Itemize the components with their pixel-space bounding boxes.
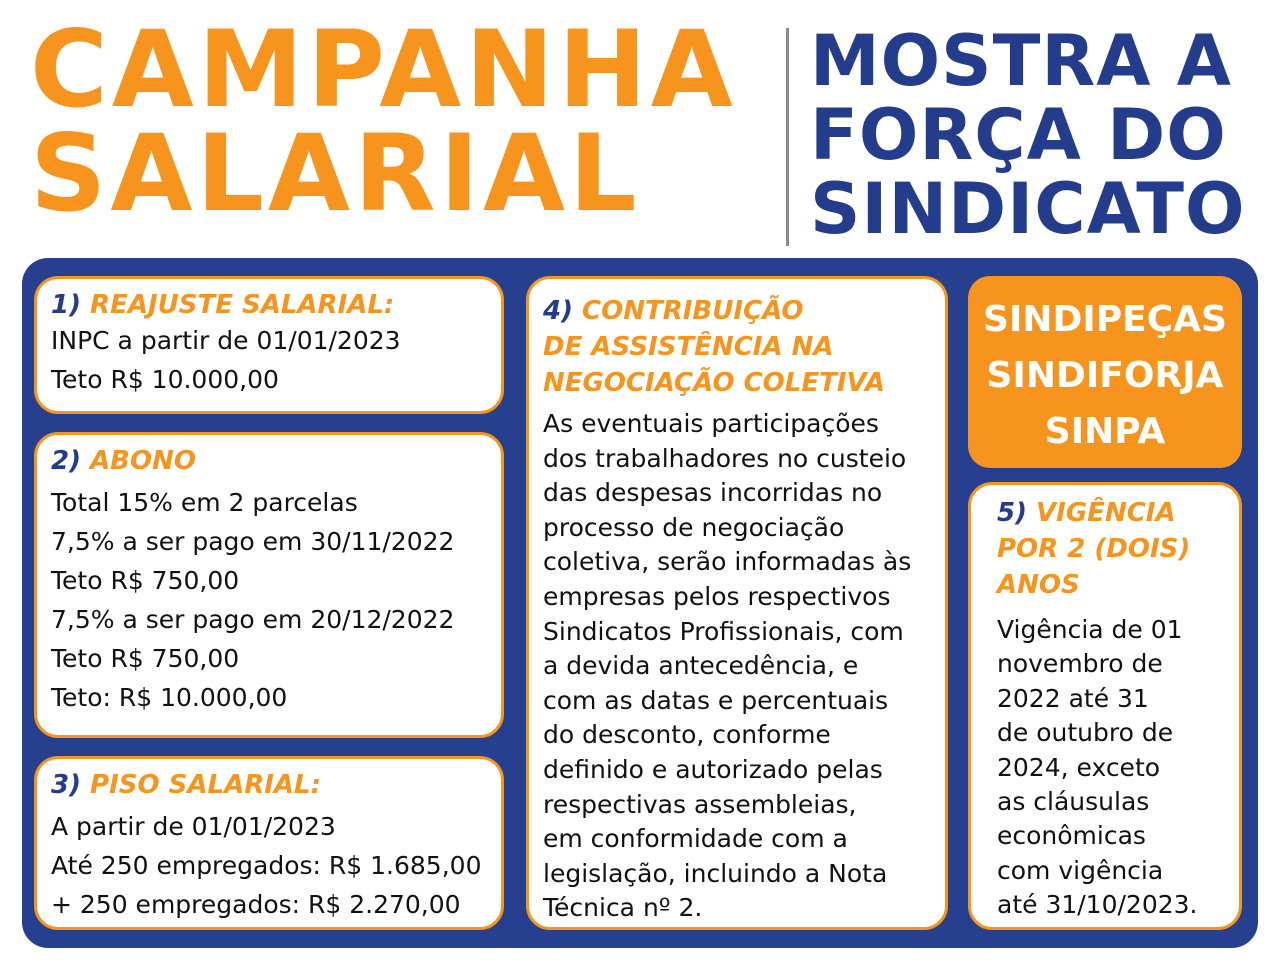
headline-line: MOSTRA A [810,20,1232,102]
card-title-text: REAJUSTE SALARIAL: [90,290,395,320]
card-line: com as datas e percentuais [543,685,889,715]
headline-campanha-salarial [30,8,780,235]
card-line: INPC a partir de 01/01/2023 [51,326,401,355]
card-vigencia [968,482,1242,930]
headline-line: FORÇA DO [810,94,1227,176]
card-line: 7,5% a ser pago em 20/12/2022 [51,605,455,634]
card-line: Sindicatos Profissionais, com [543,616,904,646]
card-title [51,289,487,321]
card-line: A partir de 01/01/2023 [51,812,336,841]
card-line: Teto R$ 750,00 [51,566,240,595]
card-line: respectivas assembleias, [543,789,857,819]
card-number: 2) [51,446,81,476]
card-line: 7,5% a ser pago em 30/11/2022 [51,527,455,556]
card-title-line: VIGÊNCIA [1036,498,1176,528]
card-title [51,769,487,801]
card-body [51,321,487,399]
card-piso-salarial [34,756,504,930]
card-line: processo de negociação [543,512,845,542]
card-line: econômicas [997,821,1146,851]
headline-line: SINDICATO [810,168,1246,250]
union-name: SINDIPEÇAS [983,299,1227,340]
card-line: até 31/10/2023. [997,890,1198,920]
card-reajuste-salarial [34,276,504,414]
card-body [51,807,487,924]
card-title [51,445,487,477]
card-line: 2024, exceto [997,752,1161,782]
card-line: As eventuais participações [543,409,879,438]
card-line: definido e autorizado pelas [543,754,883,784]
card-line: com vigência [997,855,1164,885]
card-line: das despesas incorridas no [543,478,883,508]
card-line: 2022 até 31 [997,683,1149,713]
union-name: SINDIFORJA [986,355,1224,396]
card-line: Vigência de 01 [997,615,1183,644]
card-line: Até 250 empregados: R$ 1.685,00 [51,851,482,880]
union-names-box [968,276,1242,468]
headline-line: SALARIAL [30,112,641,235]
card-line: Teto: R$ 10.000,00 [51,683,288,712]
card-line: + 250 empregados: R$ 2.270,00 [51,890,461,919]
card-number: 5) [997,498,1027,528]
card-title-line: DE ASSISTÊNCIA NA [543,332,834,362]
card-contribuicao-assistencia [526,276,948,930]
card-line: Total 15% em 2 parcelas [51,488,358,517]
card-line: legislação, incluindo a Nota [543,858,888,888]
card-title-line: POR 2 (DOIS) [997,534,1191,564]
card-line: em conformidade com a [543,824,848,854]
card-line: novembro de [997,649,1163,679]
card-line: Teto R$ 750,00 [51,644,240,673]
card-title-text: ABONO [90,446,196,476]
card-body [997,613,1213,923]
card-line: coletiva, serão informadas às [543,547,912,577]
card-title-line: NEGOCIAÇÃO COLETIVA [543,368,885,398]
card-title-text: PISO SALARIAL: [90,770,321,800]
card-line: a devida antecedência, e [543,651,859,681]
card-number: 1) [51,290,81,320]
card-line: de outubro de [997,718,1174,748]
card-line: empresas pelos respectivos [543,581,891,611]
card-number: 3) [51,770,81,800]
card-line: Técnica nº 2. [543,893,703,923]
card-body [51,483,487,717]
card-title-line: CONTRIBUIÇÃO [582,296,804,326]
card-line: as cláusulas [997,787,1150,817]
card-title [997,495,1213,603]
card-line: do desconto, conforme [543,720,831,750]
union-name: SINPA [1044,411,1166,452]
card-body [543,407,931,926]
card-title-line: ANOS [997,570,1080,600]
headline-divider [786,28,789,246]
card-line: Teto R$ 10.000,00 [51,365,279,394]
card-abono [34,432,504,738]
card-number: 4) [543,296,573,326]
headline-line: CAMPANHA [30,8,737,131]
headline-mostra-a-forca [810,20,1270,250]
card-line: dos trabalhadores no custeio [543,443,907,473]
card-title [543,293,931,401]
